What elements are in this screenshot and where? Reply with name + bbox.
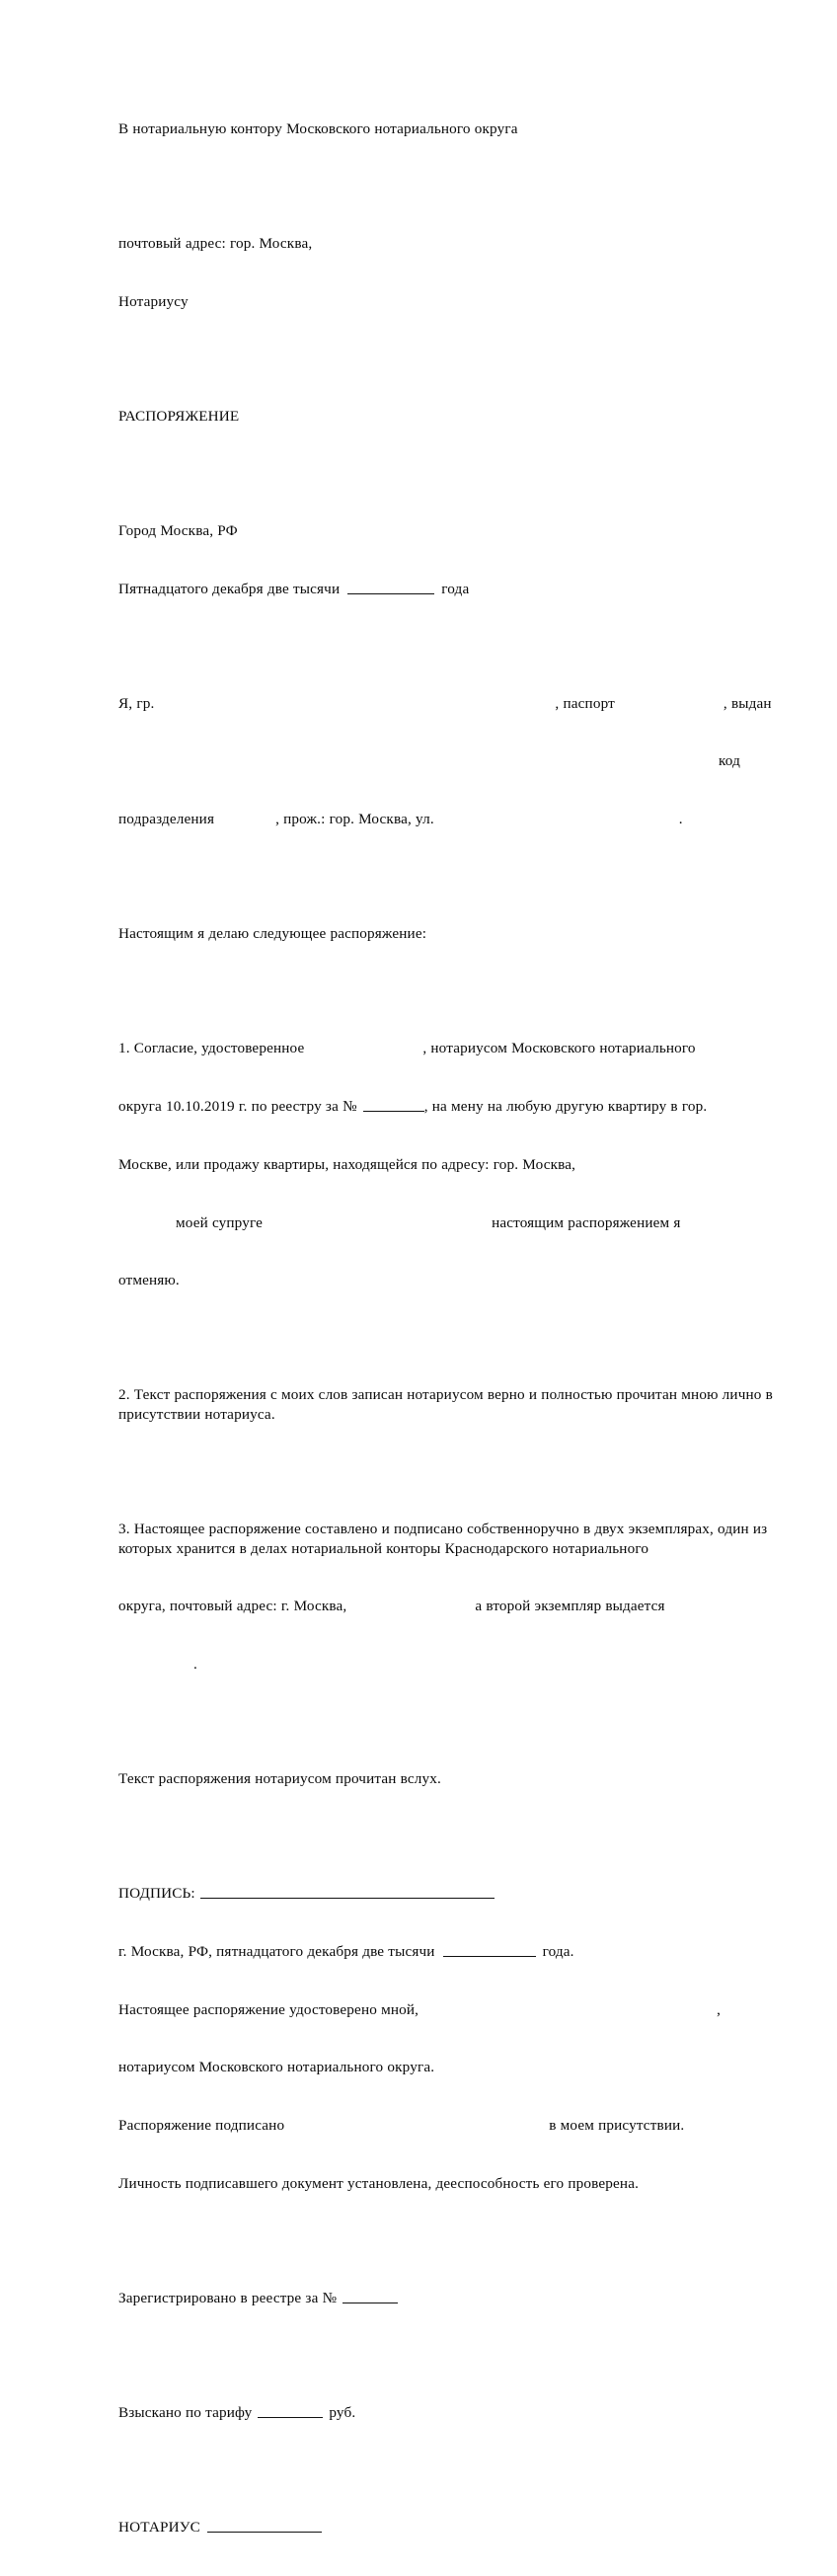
read-aloud-line: Текст распоряжения нотариусом прочитан вслух.	[118, 1770, 441, 1788]
fee-line	[118, 2403, 782, 2423]
document-title	[118, 368, 782, 465]
read-aloud-block	[118, 1731, 782, 1828]
clause-2	[118, 1347, 782, 1463]
clause-1	[118, 1000, 782, 1329]
clause-3-seg-b: округа, почтовый адрес: г. Москва,	[118, 1598, 347, 1615]
registered-prefix: Зарегистрировано в реестре за №	[118, 2290, 338, 2307]
notary-signature-block	[118, 2479, 782, 2576]
postal-address-line: почтовый адрес: гор. Москва,	[118, 235, 313, 253]
clause-3-seg-a: 3. Настоящее распоряжение составлено и подписано собственноручно в двух экземплярах, один из которых хранится в делах нотариальной конторы Краснодарского нотариального	[118, 1520, 772, 1557]
document-body	[118, 81, 782, 2576]
date-suffix: года	[441, 580, 470, 597]
intro-block	[118, 886, 782, 982]
notary-signature-line	[118, 2518, 782, 2537]
header-postal-block	[118, 195, 782, 351]
clause-1-line-5	[118, 1271, 782, 1290]
date-year-blank[interactable]	[347, 580, 434, 594]
fee-block	[118, 2365, 782, 2461]
signature-label: ПОДПИСЬ:	[118, 1885, 195, 1903]
title-text: РАСПОРЯЖЕНИЕ	[118, 407, 240, 425]
clause-1-seg-f: моей супруге	[176, 1213, 264, 1231]
residence-label: , прож.: гор. Москва, ул.	[275, 811, 434, 828]
recipient-line: Нотариусу	[118, 292, 189, 310]
certified-suffix: ,	[717, 2000, 722, 2018]
clause-1-seg-a: 1. Согласие, удостоверенное	[118, 1040, 305, 1057]
intro-line: Настоящим я делаю следующее распоряжение:	[118, 925, 427, 943]
date-prefix: Пятнадцатого декабря две тысячи	[118, 580, 341, 597]
issued-label: , выдан	[723, 694, 772, 712]
clause-3-seg-c: а второй экземпляр выдается	[475, 1598, 665, 1615]
registered-line	[118, 2289, 782, 2308]
clause-3-line-b	[118, 1597, 782, 1616]
code-label: код	[719, 752, 740, 770]
header-addressee-block	[118, 81, 782, 178]
clause-1-seg-e: Москве, или продажу квартиры, находящейся по адресу: гор. Москва,	[118, 1155, 576, 1173]
addressee-line: В нотариальную контору Московского нотариального округа	[118, 120, 518, 138]
fee-prefix: Взыскано по тарифу	[118, 2404, 253, 2422]
notary-signature-blank[interactable]	[207, 2518, 322, 2533]
city-line: Город Москва, РФ	[118, 521, 238, 539]
declarant-prefix: Я, гр.	[118, 694, 155, 712]
clause-1-seg-d: , на мену на любую другую квартиру в гор.	[423, 1098, 708, 1116]
subdivision-label: подразделения	[118, 811, 215, 828]
clause-1-seg-h: отменяю.	[118, 1272, 180, 1289]
signature-block	[118, 1845, 782, 2232]
fee-suffix: руб.	[329, 2404, 356, 2422]
signature-date-suffix: года.	[542, 1942, 574, 1960]
signed-line	[118, 2116, 782, 2136]
clause-1-seg-g: настоящим распоряжением я	[492, 1213, 681, 1231]
passport-label: , паспорт	[555, 694, 615, 712]
clause-1-line-4	[118, 1213, 782, 1233]
signed-prefix: Распоряжение подписано	[118, 2117, 285, 2135]
fee-amount-blank[interactable]	[258, 2403, 323, 2418]
certified-prefix: Настоящее распоряжение удостоверено мной,	[118, 2000, 419, 2018]
clause-1-line-3	[118, 1155, 782, 1175]
declarant-line-2	[118, 751, 782, 771]
date-line	[118, 580, 782, 599]
clause-1-line-2	[118, 1097, 782, 1117]
registered-number-blank[interactable]	[342, 2289, 398, 2303]
clause-1-seg-b: , нотариусом Московского нотариального	[422, 1040, 696, 1057]
clause-1-line-1	[118, 1039, 782, 1058]
clause-1-seg-c: округа 10.10.2019 г. по реестру за №	[118, 1098, 357, 1116]
declarant-line-1	[118, 694, 782, 714]
clause-3	[118, 1481, 782, 1713]
residence-period: .	[678, 811, 683, 828]
clause-1-registry-number-blank[interactable]	[363, 1097, 424, 1112]
notary-label: НОТАРИУС	[118, 2519, 200, 2537]
signed-suffix: в моем присутствии.	[549, 2117, 685, 2135]
registry-block	[118, 2250, 782, 2347]
signature-date-year-blank[interactable]	[443, 1942, 536, 1957]
clause-2-text: 2. Текст распоряжения с моих слов записан нотариусом верно и полностью прочитан мною лично в присутствии нотариуса.	[118, 1386, 778, 1423]
signature-date-prefix: г. Москва, РФ, пятнадцатого декабря две тысячи	[118, 1942, 435, 1960]
clause-3-seg-d: .	[193, 1656, 197, 1674]
notary-office-line: нотариусом Московского нотариального округа.	[118, 2059, 435, 2076]
certified-line	[118, 2000, 782, 2020]
signature-date-line	[118, 1942, 782, 1962]
clause-3-line-c	[118, 1655, 782, 1675]
place-date-block	[118, 483, 782, 638]
signature-line	[118, 1884, 782, 1904]
identity-line: Личность подписавшего документ установлена, дееспособность его проверена.	[118, 2175, 640, 2193]
signature-blank[interactable]	[200, 1884, 495, 1899]
declarant-line-3	[118, 810, 782, 829]
declarant-block	[118, 656, 782, 869]
